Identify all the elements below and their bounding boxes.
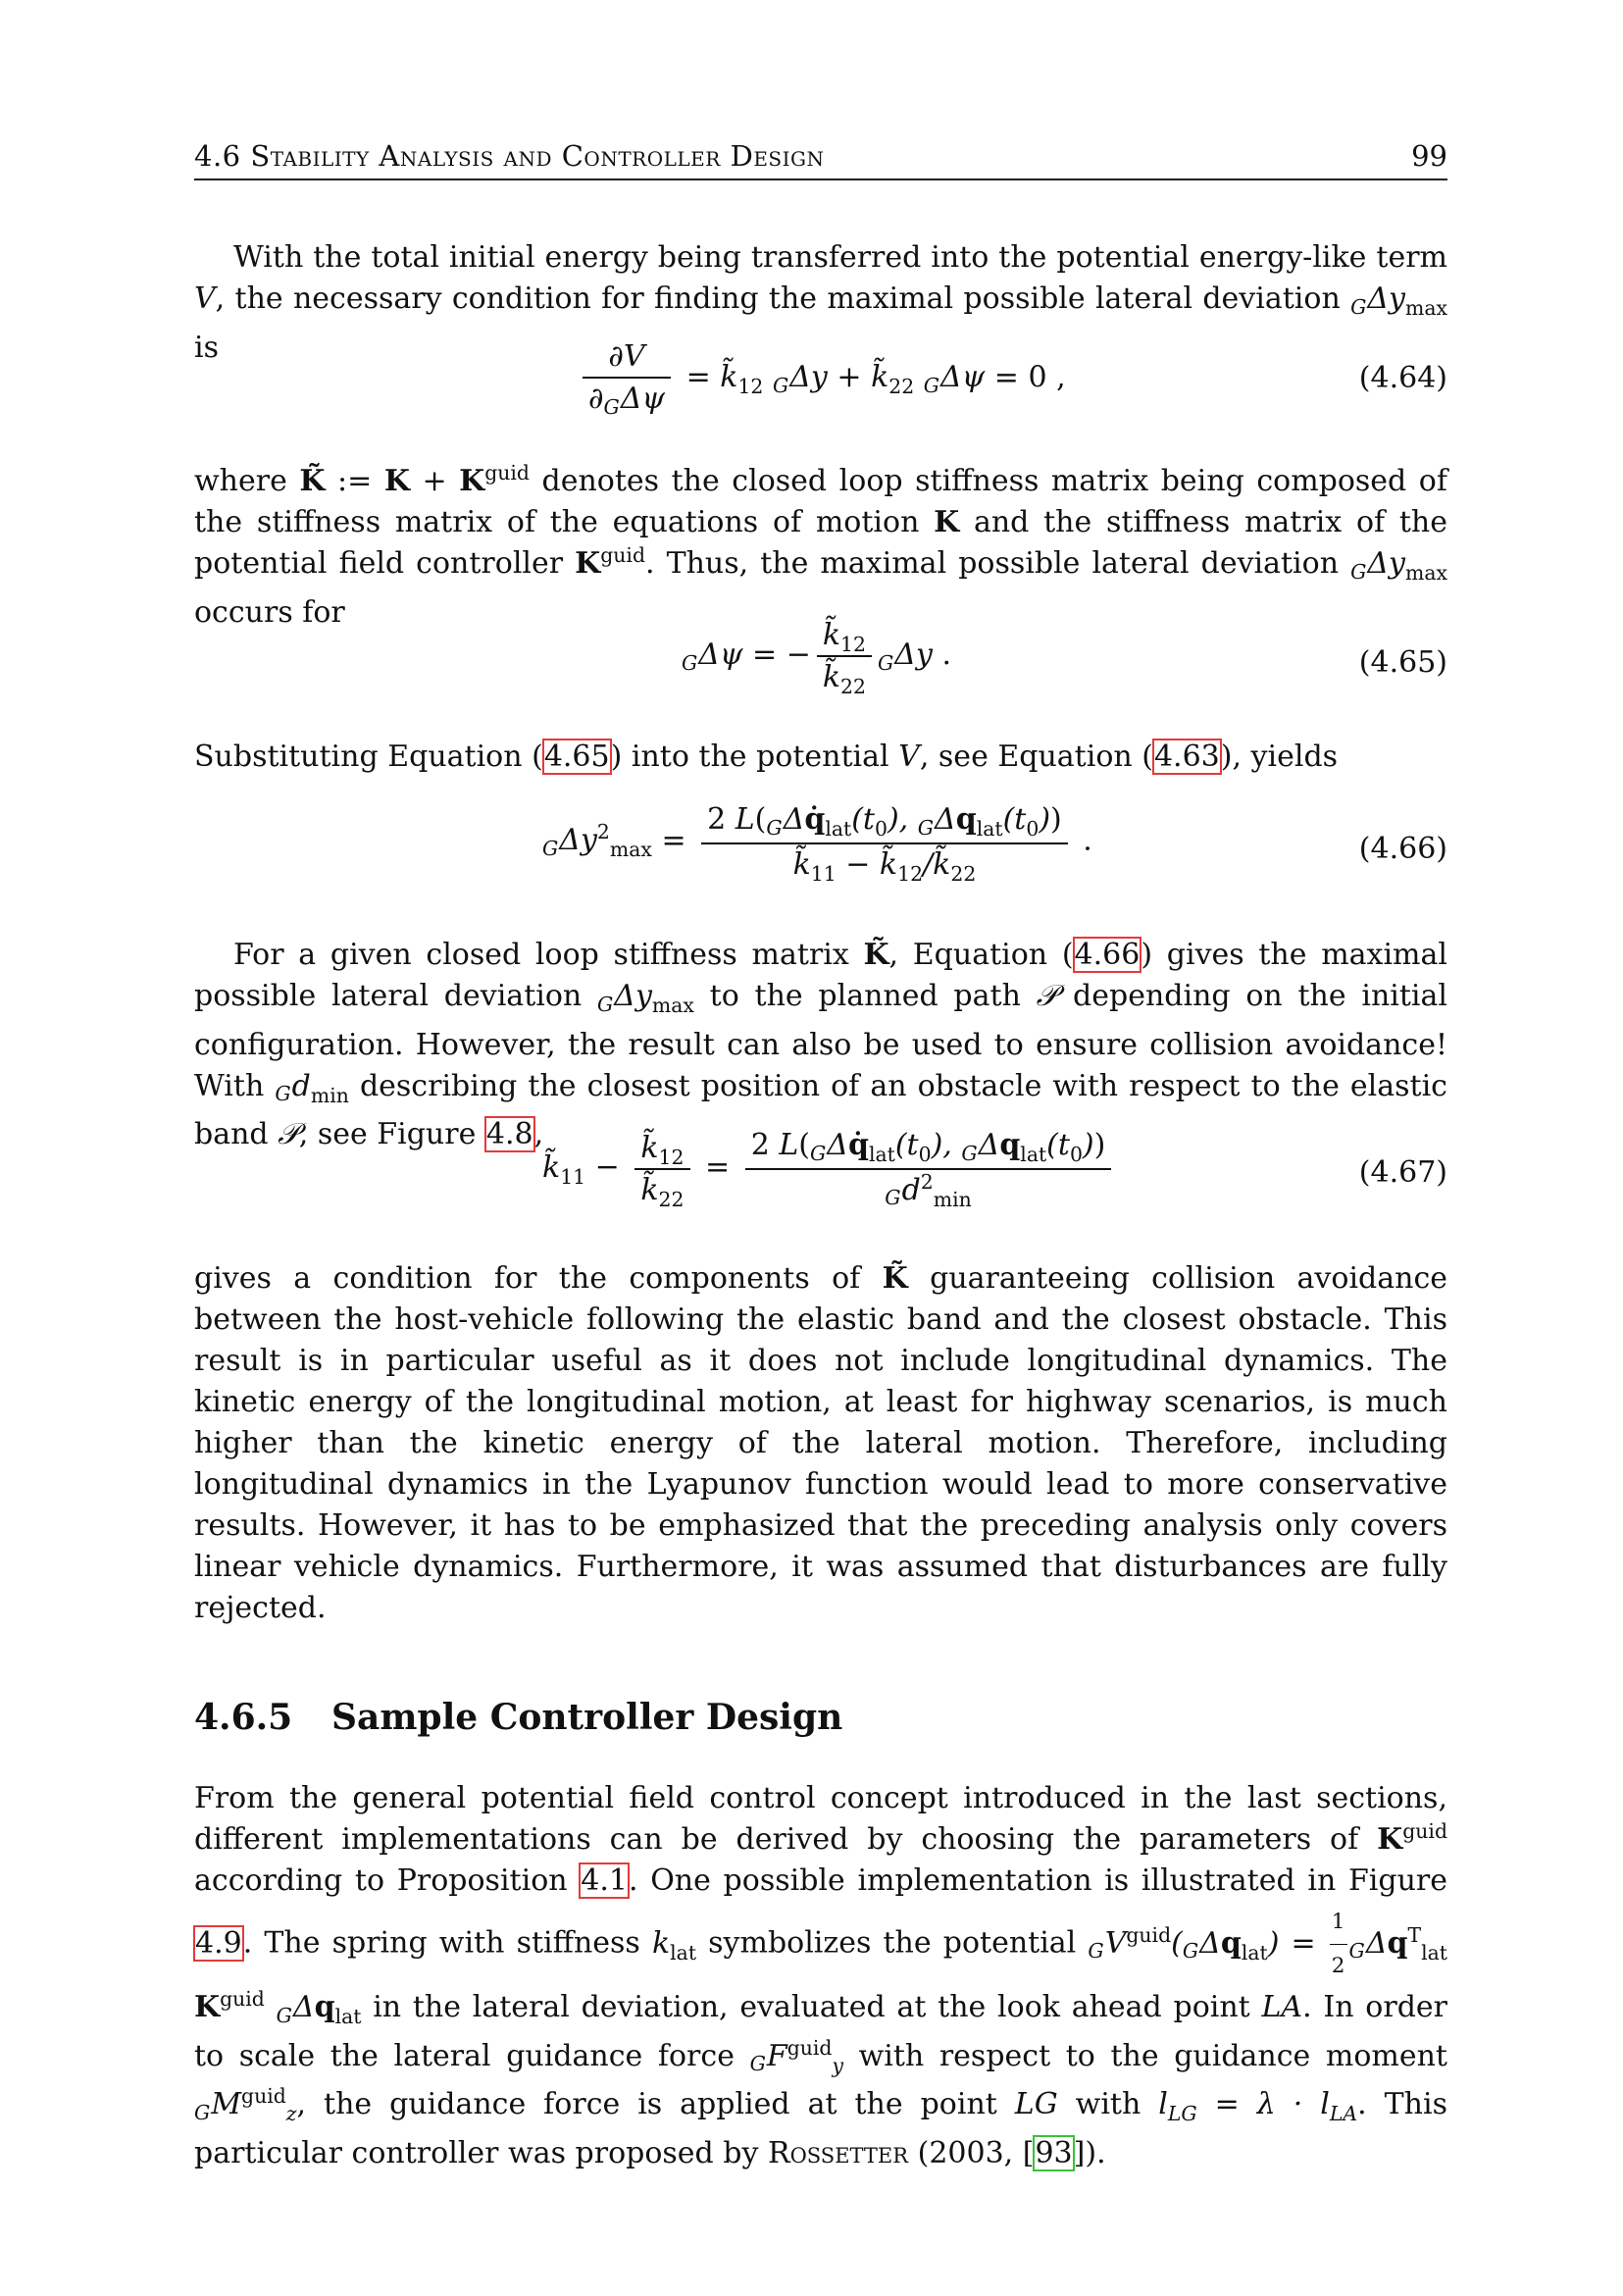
- p2-text-c: and the stiffness matrix of the potential field controller: [194, 505, 1447, 581]
- equation-number: (4.67): [1358, 1155, 1447, 1190]
- paragraph-2: where K̃ := $K + K^{guid}$ denotes the closed loop stiffness matrix being composed of the stiffness matrix of the equations of motion K and the stiffness matrix of the potential field controller $K^{guid}$. Thus, the maximal possible lateral deviation GΔy$_{max}$ occurs for: [194, 461, 1448, 630]
- p2-text-d: . Thus, the maximal possible lateral deviation: [645, 546, 1351, 581]
- equation-4-66: GΔy$^2_{max}$ = $\frac{2 L(G\Delta q̇_{lat}(t_0), G\Delta q_{lat}(t_0))}{k̃_{11} - k̃_{12}/k̃_{22}}$ . (4.66): [542, 802, 1447, 886]
- proposition-link[interactable]: 4.1: [581, 1863, 628, 1898]
- p6-text-b: according to Proposition: [194, 1863, 581, 1898]
- p6-text-l: (2003,: [908, 2136, 1023, 2171]
- p3-text-c: , see Equation: [919, 740, 1142, 774]
- author-name: Rossetter: [767, 2136, 909, 2171]
- equation-link[interactable]: 4.66: [1074, 938, 1141, 972]
- p6-text-m: ).: [1085, 2136, 1106, 2171]
- paragraph-3: Substituting Equation (4.65) into the potential V, see Equation (4.63), yields: [194, 740, 1339, 774]
- p3-text-b: into the potential: [622, 740, 899, 774]
- p4-text-d: to the planned path: [693, 979, 1037, 1013]
- p4-text-c: gives the maximal possible lateral deviation: [194, 938, 1447, 1013]
- p3-text-d: , yields: [1232, 740, 1339, 774]
- equation-4-67: $k̃_{11}$ − $\frac{k̃_{12}}{k̃_{22}}$ = $\frac{2 L(G\Delta q̇_{lat}(t_0), G\Delta q_{lat}(t_0))}{Gd^2_{min}}$ (4.67): [542, 1128, 1447, 1211]
- paragraph-5: gives a condition for the components of K̃ guaranteeing collision avoidance between the host-vehicle following the elastic band and the closest obstacle. This result is in particular useful as it does not include longitudinal dynamics. The kinetic energy of the longitudinal motion, at least for highway scenarios, is much higher than the kinetic energy of the lateral motion. Therefore, including longitudinal dynamics in the Lyapunov function would lead to more conservative results. However, it has to be emphasized that the preceding analysis only covers linear vehicle dynamics. Furthermore, it was assumed that disturbances are fully rejected.: [194, 1261, 1448, 1625]
- citation-link[interactable]: 93: [1035, 2136, 1073, 2171]
- p6-text-f: in the lateral deviation, evaluated at the look ahead point: [361, 1990, 1262, 2024]
- equation-4-65: GΔψ = − $\frac{k̃_{12}}{k̃_{22}}$ GΔy . (4.65): [682, 618, 1447, 698]
- p4-text-f: describing the closest position of an obstacle with respect to the elastic band: [194, 1068, 1447, 1152]
- p1-v: V: [194, 281, 216, 316]
- p6-text-c: . One possible implementation is illustrated in Figure: [628, 1863, 1447, 1898]
- p3-text-a: Substituting Equation: [194, 740, 533, 774]
- p1-text-c: is: [194, 330, 219, 365]
- equation-number: (4.64): [1358, 361, 1447, 395]
- p2-text-b: denotes the closed loop stiffness matrix being composed of the stiffness matrix of the equations of motion: [194, 464, 1447, 539]
- p6-text-h: with respect to the guidance moment: [842, 2038, 1447, 2073]
- figure-link[interactable]: 4.9: [195, 1925, 242, 1961]
- section-number: 4.6.5: [194, 1697, 293, 1738]
- page-number: 99: [1411, 139, 1447, 173]
- p6-text-d: . The spring with stiffness: [242, 1925, 652, 1961]
- p6-text-g: . In order to scale the lateral guidance force: [194, 1990, 1448, 2073]
- p1-text-b: , the necessary condition for finding the maximal possible lateral deviation: [215, 281, 1351, 316]
- paragraph-6: From the general potential field control concept introduced in the last sections, different implementations can be derived by choosing the parameters of $K^{guid}$ according to Proposition 4.1. One possible implementation is illustrated in Figure 4.9. The spring with stiffness $k_{lat}$ symbolizes the potential $GV^{guid}(G\Delta q_{lat})$ = $\frac{1}{2}$ GΔq$^T_{lat}$ $K^{guid}$ GΔq$_{lat}$ in the lateral deviation, evaluated at the look ahead point LA. In order to scale the lateral guidance force $GF^{guid}_y$ with respect to the guidance moment $GM^{guid}_z$, the guidance force is applied at the point LG with $l_{LG} = \lambda \cdot l_{LA}$. This particular controller was proposed by Rossetter (2003, [93]).: [194, 1781, 1448, 2171]
- figure-link[interactable]: 4.8: [485, 1117, 533, 1152]
- equation-4-64: $\frac{\partial V}{\text{∂GΔψ}}$ = $k̃_{12}$ $G\Delta y + k̃_{22}$ GΔψ = 0 , (4.64): [194, 339, 1447, 424]
- equation-link[interactable]: 4.63: [1153, 740, 1220, 774]
- chapter-title: 4.6 Stability Analysis and Controller Design: [194, 139, 825, 173]
- p4-text-e: depending on the initial configuration. However, the result can also be used to ensure collision avoidance! With: [194, 979, 1448, 1103]
- equation-link[interactable]: 4.65: [543, 740, 610, 774]
- paragraph-1: With the total initial energy being transferred into the potential energy-like term V, the necessary condition for finding the maximal possible lateral deviation GΔy$_{max}$ is: [194, 240, 1447, 365]
- p6-text-i: , the guidance force is applied at the point: [296, 2087, 1015, 2122]
- p2-text-a: where: [194, 464, 300, 498]
- equation-number: (4.65): [1358, 645, 1447, 680]
- section-title: Sample Controller Design: [331, 1697, 843, 1738]
- p6-text-k: . This particular controller was proposed by: [194, 2087, 1447, 2171]
- equation-number: (4.66): [1358, 832, 1447, 866]
- p1-text-a: With the total initial energy being transferred into the potential energy-like term: [233, 240, 1447, 275]
- p6-text-a: From the general potential field control concept introduced in the last sections, different implementations can be derived by choosing the parameters of: [194, 1781, 1447, 1857]
- p5-text-a: gives a condition for the components of: [194, 1261, 883, 1296]
- p2-text-e: occurs for: [194, 594, 345, 630]
- p4-text-b: , Equation: [888, 938, 1062, 972]
- p4-text-a: For a given closed loop stiffness matrix: [233, 938, 864, 972]
- p4-text-h: ,: [533, 1117, 544, 1152]
- p4-text-g: , see Figure: [298, 1117, 485, 1152]
- paragraph-4: For a given closed loop stiffness matrix K̃, Equation (4.66) gives the maximal possible lateral deviation GΔy$_{max}$ to the planned path 𝒫 depending on the initial configuration. However, the result can also be used to ensure collision avoidance! With $Gd_{min}$ describing the closest position of an obstacle with respect to the elastic band 𝒫, see Figure 4.8,: [194, 938, 1448, 1152]
- p5-text-b: guaranteeing collision avoidance between the host-vehicle following the elastic band and the closest obstacle. This result is in particular useful as it does not include longitudinal dynamics. The kinetic energy of the longitudinal motion, at least for highway scenarios, is much higher than the kinetic energy of the lateral motion. Therefore, including longitudinal dynamics in the Lyapunov function would lead to more conservative results. However, it has to be emphasized that the preceding analysis only covers linear vehicle dynamics. Furthermore, it was assumed that disturbances are fully rejected.: [194, 1261, 1448, 1625]
- running-header: [194, 133, 1447, 180]
- p6-text-e: symbolizes the potential: [696, 1925, 1089, 1961]
- p6-text-j: with: [1057, 2087, 1159, 2122]
